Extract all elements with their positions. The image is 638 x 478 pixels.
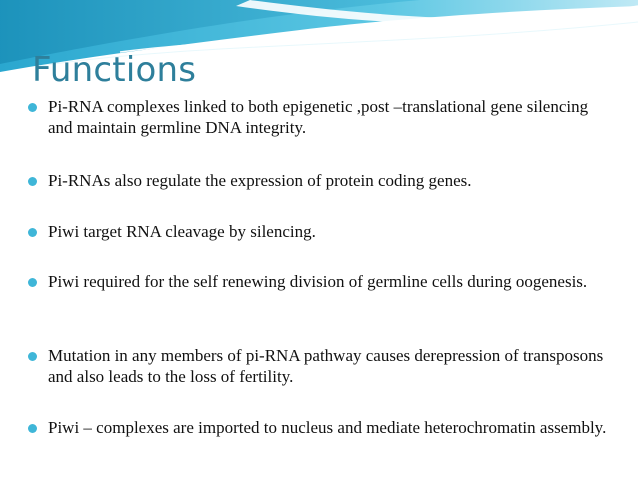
bullet-dot-icon [28,103,37,112]
bullet-item [24,96,614,138]
bullet-dot-icon [28,352,37,361]
bullet-text: Mutation in any members of pi-RNA pathway causes derepression of transposons and also leads to the loss of fertility. [48,346,604,386]
slide-title: Functions [32,50,197,90]
bullet-dot-icon [28,278,37,287]
bullet-item [24,221,614,242]
bullet-text: Pi-RNAs also regulate the expression of protein coding genes. [48,171,472,190]
bullet-dot-icon [28,228,37,237]
bullet-item [24,345,614,387]
bullet-text: Piwi required for the self renewing division of germline cells during oogenesis. [48,272,588,291]
bullet-text: Piwi target RNA cleavage by silencing. [48,222,316,241]
bullet-item [24,417,614,438]
bullet-dot-icon [28,177,37,186]
bullet-item [24,170,614,191]
bullet-item [24,271,614,292]
bullet-dot-icon [28,424,37,433]
bullet-text: Pi-RNA complexes linked to both epigenetic ,post –translational gene silencing and maintain germline DNA integrity. [48,97,589,137]
bullet-text: Piwi – complexes are imported to nucleus and mediate heterochromatin assembly. [48,418,607,437]
